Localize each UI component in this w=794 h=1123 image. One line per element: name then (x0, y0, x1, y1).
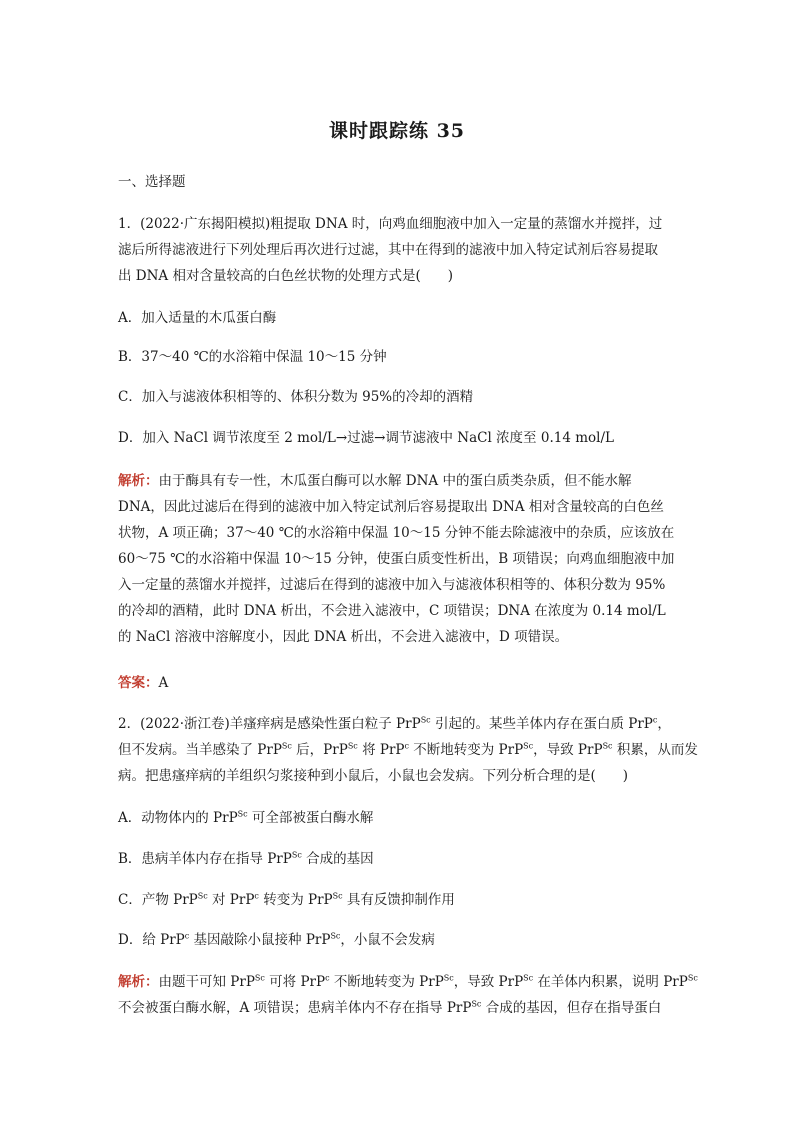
q2-stem-line-1: 2．(2022·浙江卷)羊瘙痒病是感染性蛋白粒子 PrP$^{Sc}$ 引起的。某些羊体内存在蛋白质 PrP$^c$， (118, 715, 671, 732)
q2-analysis-line-2: 不会被蛋白酶水解，A 项错误；患病羊体内不存在指导 PrP$^{Sc}$ 合成的基因，但存在指导蛋白 (118, 999, 662, 1016)
q1-option-d: D．加入 NaCl 调节浓度至 2 mol/L→过滤→调节滤液中 NaCl 浓度至 0.14 mol/L (118, 430, 614, 446)
q1-option-b: B．37～40 ℃的水浴箱中保温 10～15 分钟 (118, 349, 387, 365)
q2-option-d: D．给 PrP$^c$ 基因敲除小鼠接种 PrP$^{Sc}$，小鼠不会发病 (118, 931, 435, 948)
q2-stem-line-2: 但不发病。当羊感染了 PrP$^{Sc}$ 后，PrP$^{Sc}$ 将 PrP$^c$ 不断地转变为 PrP$^{Sc}$，导致 PrP$^{Sc}$ 积累，从而发 (118, 741, 698, 758)
section-heading: 一、选择题 (118, 174, 186, 190)
q1-analysis-line-3: 状物，A 项正确；37～40 ℃的水浴箱中保温 10～15 分钟不能去除滤液中的杂质，应该放在 (118, 525, 675, 541)
q2-analysis-line-1: 解析：由题干可知 PrP$^{Sc}$ 可将 PrP$^c$ 不断地转变为 PrP$^{Sc}$，导致 PrP$^{Sc}$ 在羊体内积累，说明 PrP$^{Sc}$ (118, 973, 698, 990)
q1-stem-line-3: 出 DNA 相对含量较高的白色丝状物的处理方式是( ) (118, 268, 454, 284)
q1-analysis-line-7: 的 NaCl 溶液中溶解度小，因此 DNA 析出，不会进入滤液中，D 项错误。 (118, 629, 569, 645)
q1-analysis-line-4: 60～75 ℃的水浴箱中保温 10～15 分钟，使蛋白质变性析出，B 项错误；向鸡血细胞液中加 (118, 551, 675, 567)
q1-analysis-line-6: 的冷却的酒精，此时 DNA 析出，不会进入滤液中，C 项错误；DNA 在浓度为 0.14 mol/L (118, 603, 666, 619)
q2-analysis-label: 解析： (118, 974, 159, 990)
q1-answer (118, 673, 678, 693)
q1-analysis-line-1 (118, 471, 678, 491)
q1-analysis-line-2: DNA，因此过滤后在得到的滤液中加入特定试剂后容易提取出 DNA 相对含量较高的白色丝 (118, 499, 664, 515)
q2-option-b: B．患病羊体内存在指导 PrP$^{Sc}$ 合成的基因 (118, 850, 374, 867)
q2-option-c: C．产物 PrP$^{Sc}$ 对 PrP$^c$ 转变为 PrP$^{Sc}$ 具有反馈抑制作用 (118, 891, 455, 908)
page-title: 课时跟踪练 35 (328, 120, 466, 142)
q1-analysis-label: 解析： (118, 473, 159, 489)
q2-option-a: A．动物体内的 PrP$^{Sc}$ 可全部被蛋白酶水解 (118, 809, 374, 826)
q1-answer-label: 答案： (118, 675, 159, 691)
q1-stem-line-2: 滤后所得滤液进行下列处理后再次进行过滤，其中在得到的滤液中加入特定试剂后容易提取 (118, 242, 658, 258)
q1-analysis-text: 由于酶具有专一性，木瓜蛋白酶可以水解 DNA 中的蛋白质类杂质，但不能水解 (158, 473, 632, 489)
q1-option-a: A．加入适量的木瓜蛋白酶 (118, 310, 277, 326)
q1-answer-value: A (158, 675, 169, 691)
q1-stem-line-1: 1．(2022·广东揭阳模拟)粗提取 DNA 时，向鸡血细胞液中加入一定量的蒸馏水并搅拌，过 (118, 216, 663, 232)
q1-option-c: C．加入与滤液体积相等的、体积分数为 95%的冷却的酒精 (118, 389, 474, 405)
q2-stem-line-3: 病。把患瘙痒病的羊组织匀浆接种到小鼠后，小鼠也会发病。下列分析合理的是( ) (118, 768, 629, 784)
q1-analysis-line-5: 入一定量的蒸馏水并搅拌，过滤后在得到的滤液中加入与滤液体积相等的、体积分数为 95% (118, 577, 666, 593)
